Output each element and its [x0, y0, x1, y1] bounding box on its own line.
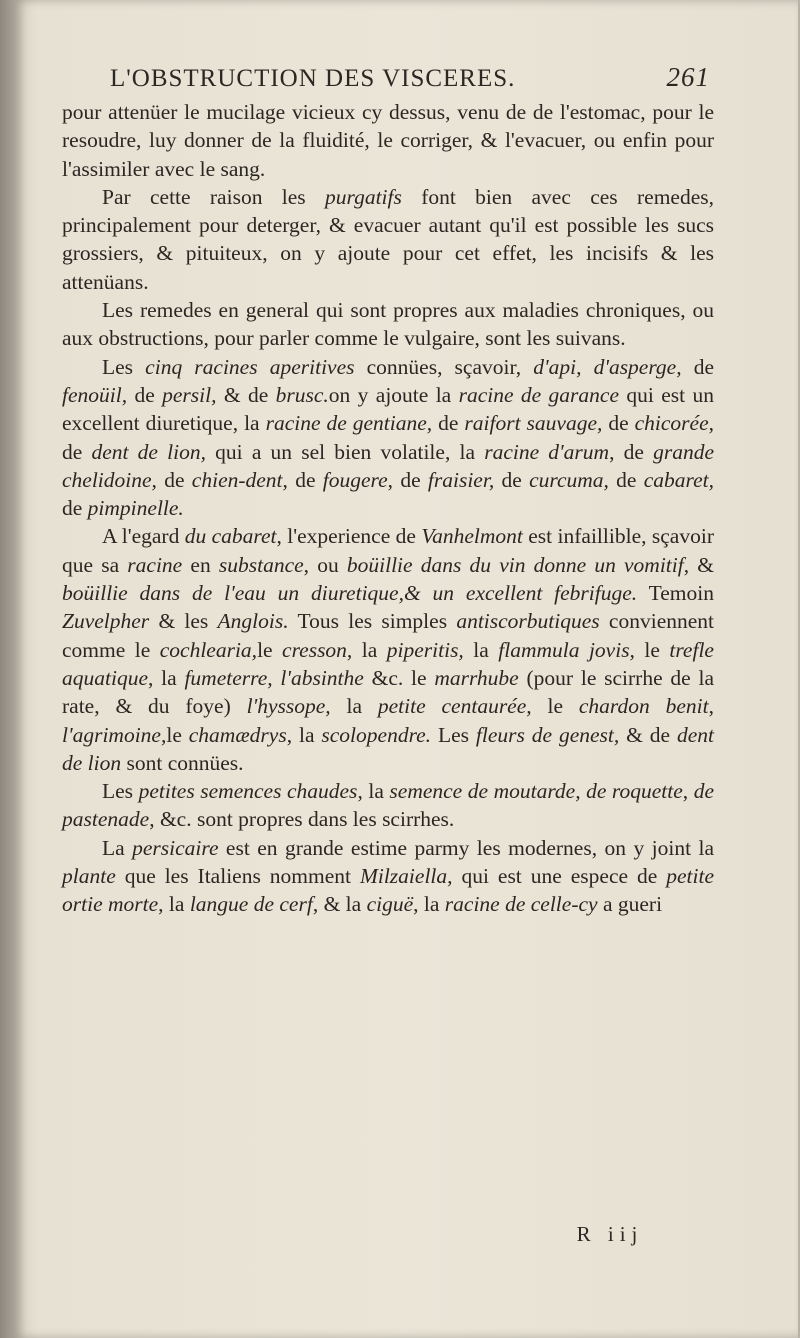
text-run: , &	[683, 552, 715, 577]
italic-term: persil,	[162, 382, 217, 407]
text-run: Les remedes en general qui sont propres aux maladies chroniques, ou aux obstructions, pour parler comme le vulgaire, sont les suivans.	[62, 298, 714, 351]
italic-term: grande chelidoine,	[62, 439, 715, 492]
paragraph-petites-semences	[62, 777, 714, 834]
text-run: que les Italiens nomment	[115, 864, 360, 889]
text-run: est en grande estime parmy les modernes, on y joint la	[218, 835, 714, 860]
text-run: pour attenüer le mucilage vicieux cy dessus, venu de de l'estomac, pour le resoudre, luy donner de la fluidité, le corriger, & l'evacuer, ou enfin pour l'assimiler avec le sang.	[62, 100, 714, 181]
italic-term: piperitis,	[386, 637, 464, 662]
italic-term: boüillie dans de l'eau un diuretique,& un excellent febrifuge.	[62, 581, 638, 606]
paragraph-cinq-racines	[62, 353, 714, 523]
text-run: de	[602, 411, 635, 436]
text-run: Par cette raison les	[102, 184, 325, 209]
text-run: qui a un sel bien volatile, la	[205, 439, 485, 464]
italic-term: dent de lion,	[91, 439, 206, 464]
text-run: on y ajoute la	[328, 382, 459, 407]
italic-term: racine de garance	[458, 382, 620, 407]
text-run: , la	[158, 892, 190, 917]
text-run: sont connües.	[121, 750, 244, 775]
text-run: connües, sçavoir,	[354, 354, 534, 379]
italic-term: marrhube	[434, 665, 519, 690]
italic-term: langue de cerf	[189, 892, 313, 917]
text-run: qui est une espece de	[452, 864, 667, 889]
text-run: , ou	[303, 552, 347, 577]
text-run: &c. le	[363, 665, 435, 690]
italic-term: racine de gentiane,	[265, 411, 433, 436]
italic-term: cinq racines aperitives	[145, 354, 355, 379]
italic-term: racine d'arum	[484, 439, 610, 464]
italic-term: Anglois.	[217, 609, 289, 634]
italic-term: antiscorbutiques	[456, 609, 600, 634]
book-spine-shadow	[0, 0, 14, 1338]
text-run: de	[432, 411, 465, 436]
text-run: , de	[387, 467, 428, 492]
text-run: de	[681, 354, 715, 379]
italic-term: fenoüil,	[62, 382, 128, 407]
text-run: , l'experience de	[276, 524, 422, 549]
text-run: , de	[62, 411, 715, 464]
text-run: font bien avec ces remedes, principalement pour deterger, & evacuer autant qu'il est possible les sucs grossiers, & pituiteux, on y ajoute pour cet effet, les incisifs & les attenüans.	[62, 184, 715, 294]
italic-term: du cabaret	[184, 524, 277, 549]
italic-term: boüillie dans du vin donne un vomitif	[346, 552, 684, 577]
text-run: , la	[286, 722, 322, 747]
text-run: Les	[431, 722, 476, 747]
italic-term: brusc.	[275, 382, 329, 407]
italic-term: persicaire	[132, 835, 219, 860]
paragraph-cabaret	[62, 522, 714, 777]
text-run: , & la	[312, 892, 367, 917]
italic-term: fougere	[322, 467, 388, 492]
text-run: La	[102, 835, 133, 860]
text-run: de	[608, 467, 644, 492]
text-run: Les	[102, 354, 146, 379]
paragraph-persicaire	[62, 834, 714, 919]
running-title: L'OBSTRUCTION DES VISCERES.	[110, 65, 516, 92]
text-run: est infaillible, sçavoir que sa	[62, 524, 714, 577]
text-run: Tous les simples	[288, 609, 457, 634]
text-run: la	[330, 694, 378, 719]
text-run: le	[166, 722, 189, 747]
text-run: & de	[216, 382, 276, 407]
italic-term: semence de moutarde, de roquette	[389, 779, 683, 804]
italic-term: l'agrimoine,	[62, 722, 167, 747]
text-run: le	[531, 694, 579, 719]
text-run: (pour le scirrhe de la rate, & du foye)	[62, 665, 714, 719]
italic-term: chien-dent	[191, 467, 283, 492]
text-run: le	[634, 637, 670, 662]
italic-term: cochlearia,	[159, 637, 258, 662]
catchword-signature: R iij	[576, 1222, 644, 1246]
text-run: la	[463, 637, 499, 662]
text-run: , de	[282, 467, 323, 492]
italic-term: purgatifs	[325, 184, 402, 209]
paragraph-continued	[62, 98, 714, 183]
italic-term: fumeterre, l'absinthe	[184, 665, 364, 690]
italic-term: de pastenade	[62, 779, 715, 832]
italic-term: petite centaurée,	[377, 694, 532, 719]
italic-term: trefle aquatique	[62, 637, 714, 690]
italic-term: ciguë	[366, 892, 414, 917]
italic-term: pimpinelle.	[87, 496, 184, 521]
text-run: , la	[357, 779, 390, 804]
italic-term: Zuvelpher	[62, 609, 150, 634]
text-run: de	[156, 467, 192, 492]
text-run: , la	[413, 892, 445, 917]
text-run: & de	[619, 722, 677, 747]
text-run: Les	[102, 779, 139, 804]
italic-term: fleurs de genest,	[475, 722, 620, 747]
body-text	[62, 98, 714, 919]
text-run: , de	[609, 439, 654, 464]
italic-term: Vanhelmont	[421, 524, 523, 549]
italic-term: Milzaiella,	[359, 864, 453, 889]
text-run: Temoin	[637, 581, 715, 606]
text-run: , &c. sont propres dans les scirrhes.	[149, 807, 455, 832]
italic-term: d'api, d'asperge,	[533, 354, 682, 379]
italic-term: scolopendre.	[321, 722, 432, 747]
text-run: de	[127, 382, 163, 407]
italic-term: raifort sauvage,	[464, 411, 603, 436]
italic-term: fraisier,	[427, 467, 495, 492]
text-run: , la	[148, 665, 185, 690]
text-run: le	[257, 637, 283, 662]
italic-term: petite ortie morte	[62, 864, 714, 917]
text-run: qui est un excellent diuretique, la	[62, 382, 714, 436]
text-run: A l'egard	[102, 524, 185, 549]
text-run: a gueri	[597, 892, 663, 917]
italic-term: plante	[62, 864, 116, 889]
italic-term: curcuma,	[529, 467, 609, 492]
paragraph-purgatifs	[62, 183, 714, 296]
italic-term: cabaret,	[643, 467, 715, 492]
text-run: ,	[682, 779, 694, 804]
text-run: de	[494, 467, 530, 492]
text-run: ,	[708, 694, 714, 719]
text-run: la	[352, 637, 387, 662]
page-number: 261	[666, 62, 710, 92]
text-run: de	[62, 496, 88, 521]
italic-term: chardon benit	[578, 694, 709, 719]
text-run: en	[182, 552, 219, 577]
running-header	[110, 62, 710, 93]
italic-term: racine de celle-cy	[444, 892, 598, 917]
italic-term: chamædrys	[188, 722, 287, 747]
italic-term: petites semences chaudes	[138, 779, 358, 804]
italic-term: racine	[127, 552, 183, 577]
text-run: & les	[149, 609, 218, 634]
italic-term: chicorée	[634, 411, 709, 436]
italic-term: cresson,	[282, 637, 353, 662]
italic-term: dent de lion	[62, 722, 714, 775]
text-run: conviennent comme le	[62, 609, 714, 662]
paragraph-remedes-general	[62, 296, 714, 353]
italic-term: flammula jovis,	[498, 637, 635, 662]
italic-term: substance	[218, 552, 304, 577]
italic-term: l'hyssope,	[246, 694, 331, 719]
